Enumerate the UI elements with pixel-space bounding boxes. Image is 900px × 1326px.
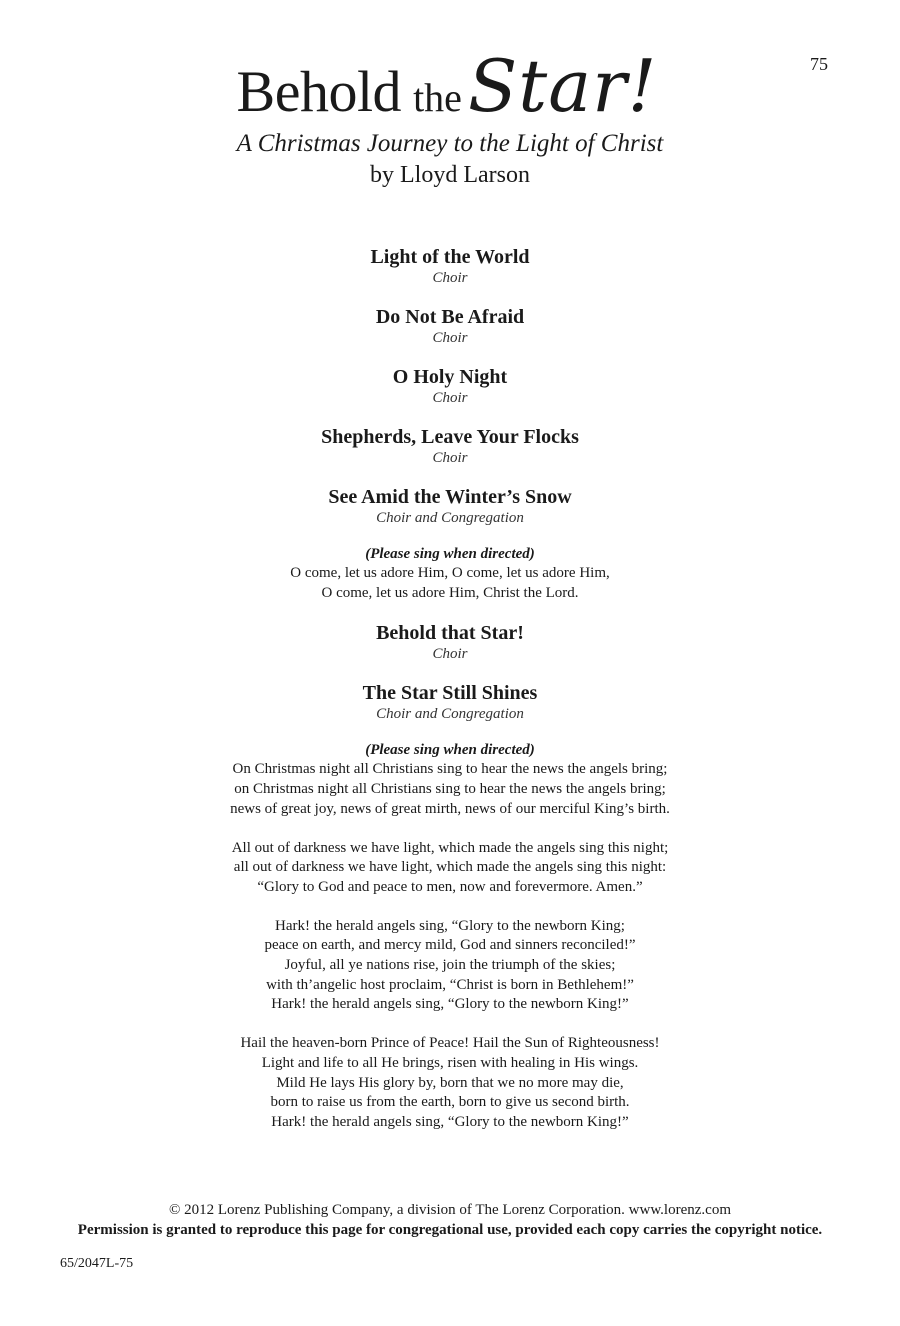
song-title: Light of the World (370, 246, 530, 268)
song-performer: Choir (432, 270, 468, 286)
song-item (0, 485, 900, 527)
title-the: the (413, 75, 462, 120)
lyric-line: O come, let us adore Him, Christ the Lord. (321, 584, 579, 601)
lyric-line: Hail the heaven-born Prince of Peace! Hail the Sun of Righteousness! (240, 1035, 660, 1052)
lyric-line: Hark! the herald angels sing, “Glory to the newborn King; (275, 917, 625, 934)
lyric-line: “Glory to God and peace to men, now and forevermore. Amen.” (257, 878, 643, 895)
song-title: Do Not Be Afraid (375, 306, 525, 328)
sing-direction: (Please sing when directed) (365, 546, 535, 562)
song-item (0, 365, 900, 407)
lyric-line: O come, let us adore Him, O come, let us adore Him, (290, 565, 610, 581)
lyric-line: All out of darkness we have light, which made the angels sing this night; (231, 839, 669, 856)
program-list (0, 245, 900, 1151)
lyric-line: on Christmas night all Christians sing to hear the news the angels bring; (234, 781, 666, 798)
lyric-line: all out of darkness we have light, which made the angels sing this night: (233, 859, 667, 876)
lyric-line: On Christmas night all Christians sing to hear the news the angels bring; (232, 761, 668, 778)
footer (0, 1201, 900, 1240)
congregation-lyrics-1 (0, 545, 900, 603)
lyric-line: Hark! the herald angels sing, “Glory to the newborn King!” (271, 996, 629, 1013)
song-title: See Amid the Winter’s Snow (328, 486, 572, 508)
song-item (0, 245, 900, 287)
title-behold: Behold (236, 59, 402, 124)
song-item (0, 621, 900, 663)
lyric-line: Mild He lays His glory by, born that we no more may die, (276, 1074, 624, 1091)
lyric-line: Light and life to all He brings, risen with healing in His wings. (261, 1054, 639, 1071)
stanza (0, 760, 900, 819)
stanza (0, 917, 900, 1016)
lyric-line: with th’angelic host proclaim, “Christ is born in Bethlehem!” (266, 976, 634, 993)
song-title: The Star Still Shines (362, 682, 538, 705)
stanza (0, 839, 900, 898)
song-title: Shepherds, Leave Your Flocks (321, 426, 579, 448)
song-item (0, 305, 900, 347)
title-star: Star! (467, 44, 658, 128)
page-number: 75 (810, 54, 828, 74)
byline: by Lloyd Larson (370, 162, 530, 188)
permission-notice: Permission is granted to reproduce this page for congregational use, provided each copy carries the copyright notice. (77, 1222, 823, 1238)
song-performer: Choir (432, 646, 468, 663)
song-item (0, 681, 900, 723)
subtitle: A Christmas Journey to the Light of Christ (236, 130, 664, 157)
song-title: Behold that Star! (376, 622, 524, 645)
song-item (0, 425, 900, 467)
title-block (0, 44, 900, 189)
song-performer: Choir and Congregation (376, 510, 524, 526)
sing-direction: (Please sing when directed) (365, 742, 535, 759)
lyric-line: born to raise us from the earth, born to give us second birth. (270, 1094, 630, 1111)
song-performer: Choir and Congregation (376, 706, 524, 723)
copyright-notice: © 2012 Lorenz Publishing Company, a division of The Lorenz Corporation. www.lorenz.com (169, 1202, 731, 1218)
catalog-number: 65/2047L-75 (60, 1256, 134, 1271)
lyric-line: Hark! the herald angels sing, “Glory to the newborn King!” (271, 1113, 629, 1130)
stanza (0, 1034, 900, 1133)
congregation-lyrics-2 (0, 741, 900, 1132)
song-title: O Holy Night (392, 366, 508, 388)
lyric-line: Joyful, all ye nations rise, join the triumph of the skies; (284, 957, 616, 974)
page-title (0, 44, 900, 128)
lyric-line: peace on earth, and mercy mild, God and sinners reconciled!” (264, 937, 636, 954)
lyric-line: news of great joy, news of great mirth, news of our merciful King’s birth. (230, 800, 670, 817)
song-performer: Choir (432, 330, 468, 346)
song-performer: Choir (432, 450, 468, 466)
song-performer: Choir (432, 390, 468, 406)
